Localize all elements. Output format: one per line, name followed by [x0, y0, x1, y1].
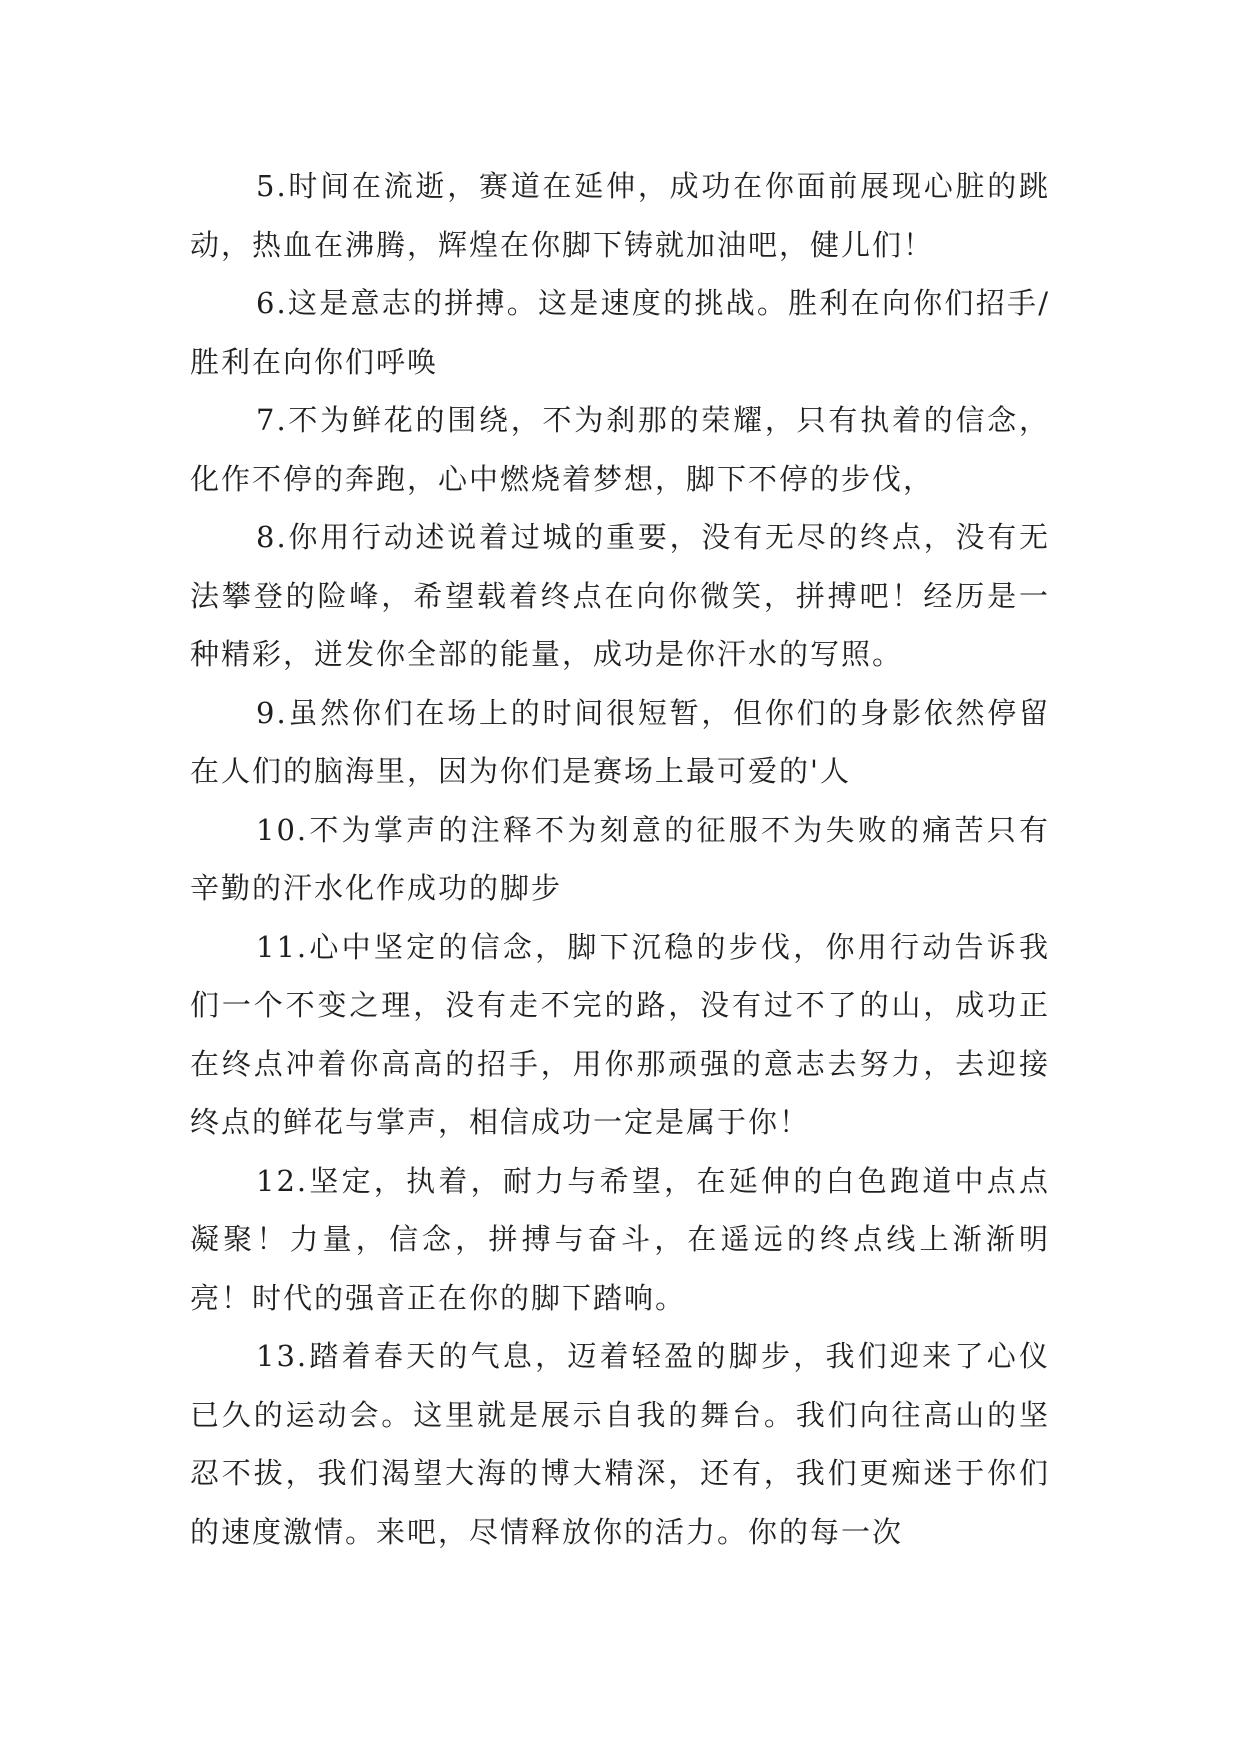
paragraph-10: 10.不为掌声的注释不为刻意的征服不为失败的痛苦只有辛勤的汗水化作成功的脚步 — [190, 812, 1050, 905]
paragraph-8: 8.你用行动述说着过城的重要，没有无尽的终点，没有无法攀登的险峰，希望载着终点在向你微笑，拼搏吧！经历是一种精彩，迸发你全部的能量，成功是你汗水的写照。 — [190, 520, 1050, 671]
paragraph-11: 11.心中坚定的信念，脚下沉稳的步伐，你用行动告诉我们一个不变之理，没有走不完的路，没有过不了的山，成功正在终点冲着你高高的招手，用你那顽强的意志去努力，去迎接终点的鲜花与掌声，相信成功一定是属于你！ — [190, 929, 1050, 1139]
paragraph-6: 6.这是意志的拼搏。这是速度的挑战。胜利在向你们招手/胜利在向你们呼唤 — [190, 286, 1050, 379]
paragraph-12: 12.坚定，执着，耐力与希望，在延伸的白色跑道中点点凝聚！力量，信念，拼搏与奋斗，在遥远的终点线上渐渐明亮！时代的强音正在你的脚下踏响。 — [190, 1163, 1050, 1315]
document-body — [190, 157, 1050, 1561]
paragraph-7: 7.不为鲜花的围绕，不为刹那的荣耀，只有执着的信念，化作不停的奔跑，心中燃烧着梦想，脚下不停的步伐， — [190, 403, 1050, 496]
paragraph-13: 13.踏着春天的气息，迈着轻盈的脚步，我们迎来了心仪已久的运动会。这里就是展示自我的舞台。我们向往高山的坚忍不拔，我们渴望大海的博大精深，还有，我们更痴迷于你们的速度激情。来吧，尽情释放你的活力。你的每一次 — [190, 1339, 1050, 1549]
paragraph-5: 5.时间在流逝，赛道在延伸，成功在你面前展现心脏的跳动，热血在沸腾，辉煌在你脚下铸就加油吧，健儿们！ — [190, 169, 1050, 262]
paragraph-9: 9.虽然你们在场上的时间很短暂，但你们的身影依然停留在人们的脑海里，因为你们是赛场上最可爱的'人 — [190, 695, 1050, 788]
